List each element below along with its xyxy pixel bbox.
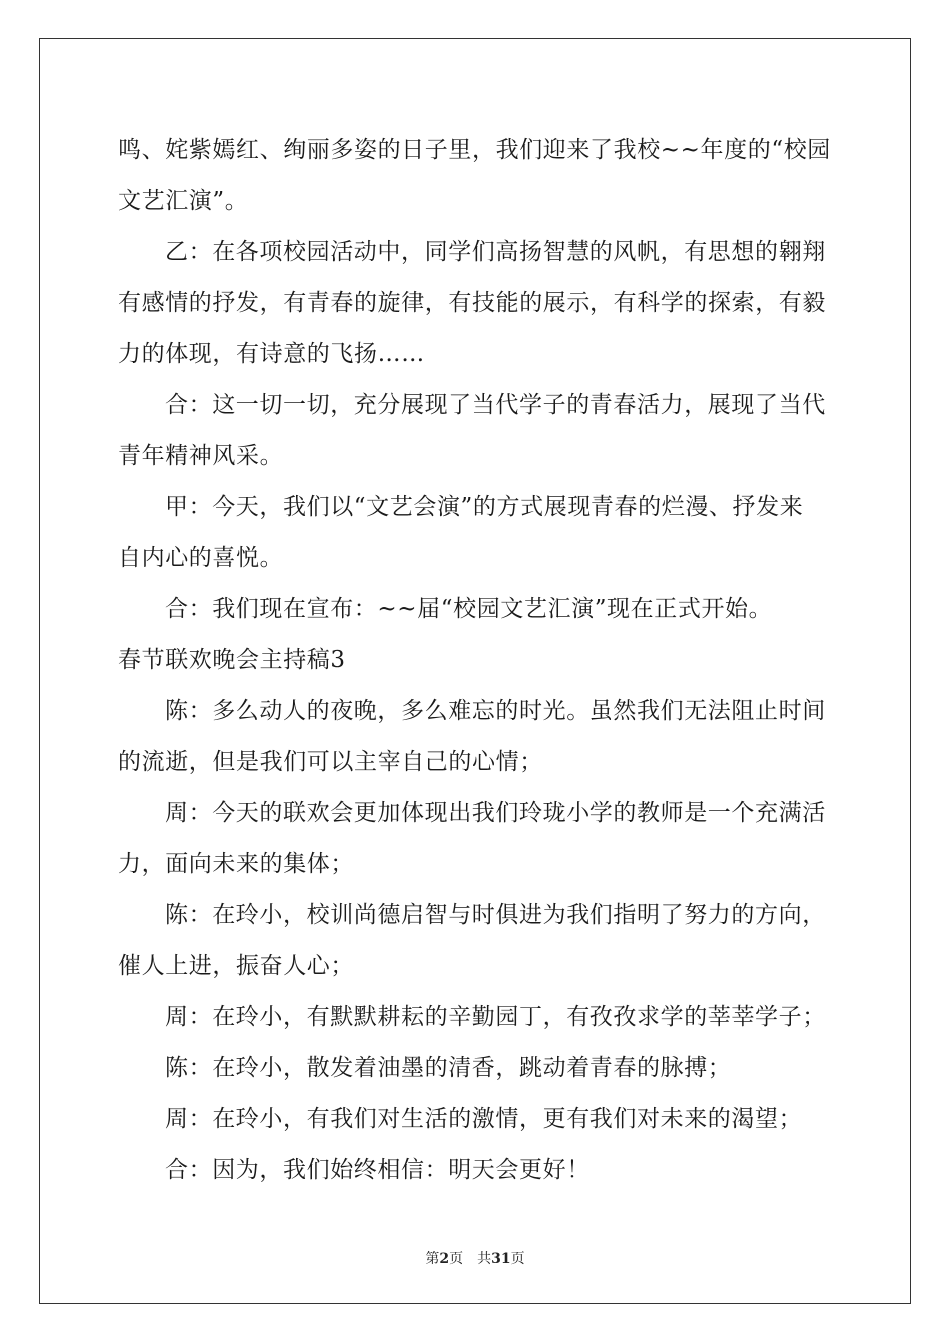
text-line: 周：今天的联欢会更加体现出我们玲珑小学的教师是一个充满活 [165,800,826,826]
page-prefix: 第 [425,1251,440,1267]
text-line: 文艺汇演”。 [118,188,249,214]
text-line: 周：在玲小，有我们对生活的激情，更有我们对未来的渴望； [165,1106,803,1132]
total-pages: 31 [491,1251,511,1267]
text-line: 陈：在玲小，散发着油墨的清香，跳动着青春的脉搏； [165,1055,732,1081]
text-line: 力，面向未来的集体； [118,851,354,877]
text-line: 春节联欢晚会主持稿3 [118,647,346,673]
text-line: 陈：多么动人的夜晚，多么难忘的时光。虽然我们无法阻止时间 [165,698,826,724]
text-line: 甲：今天，我们以“文艺会演”的方式展现青春的烂漫、抒发来 [165,494,804,520]
page-number: 2 [439,1251,450,1267]
page-suffix: 页 [449,1251,464,1267]
text-line: 的流逝，但是我们可以主宰自己的心情； [118,749,543,775]
text-line: 自内心的喜悦。 [118,545,284,571]
text-line: 乙：在各项校园活动中，同学们高扬智慧的风帆，有思想的翱翔 [165,239,826,265]
total-prefix: 共 [477,1251,492,1267]
text-line: 青年精神风采。 [118,443,284,469]
text-line: 鸣、姹紫嫣红、绚丽多姿的日子里，我们迎来了我校~~年度的“校园 [118,137,831,163]
text-line: 合：因为，我们始终相信：明天会更好！ [165,1157,590,1183]
text-line: 周：在玲小，有默默耕耘的辛勤园丁，有孜孜求学的莘莘学子； [165,1004,826,1030]
text-line: 陈：在玲小，校训尚德启智与时俱进为我们指明了努力的方向， [165,902,826,928]
text-line: 合：这一切一切，充分展现了当代学子的青春活力，展现了当代 [165,392,826,418]
document-body [118,125,836,1196]
total-suffix: 页 [510,1251,525,1267]
text-line: 合：我们现在宣布：~~届“校园文艺汇演”现在正式开始。 [165,596,773,622]
page-footer [0,1248,950,1268]
text-line: 有感情的抒发，有青春的旋律，有技能的展示，有科学的探索，有毅 [118,290,826,316]
text-line: 力的体现，有诗意的飞扬…… [118,341,425,367]
text-line: 催人上进，振奋人心； [118,953,354,979]
